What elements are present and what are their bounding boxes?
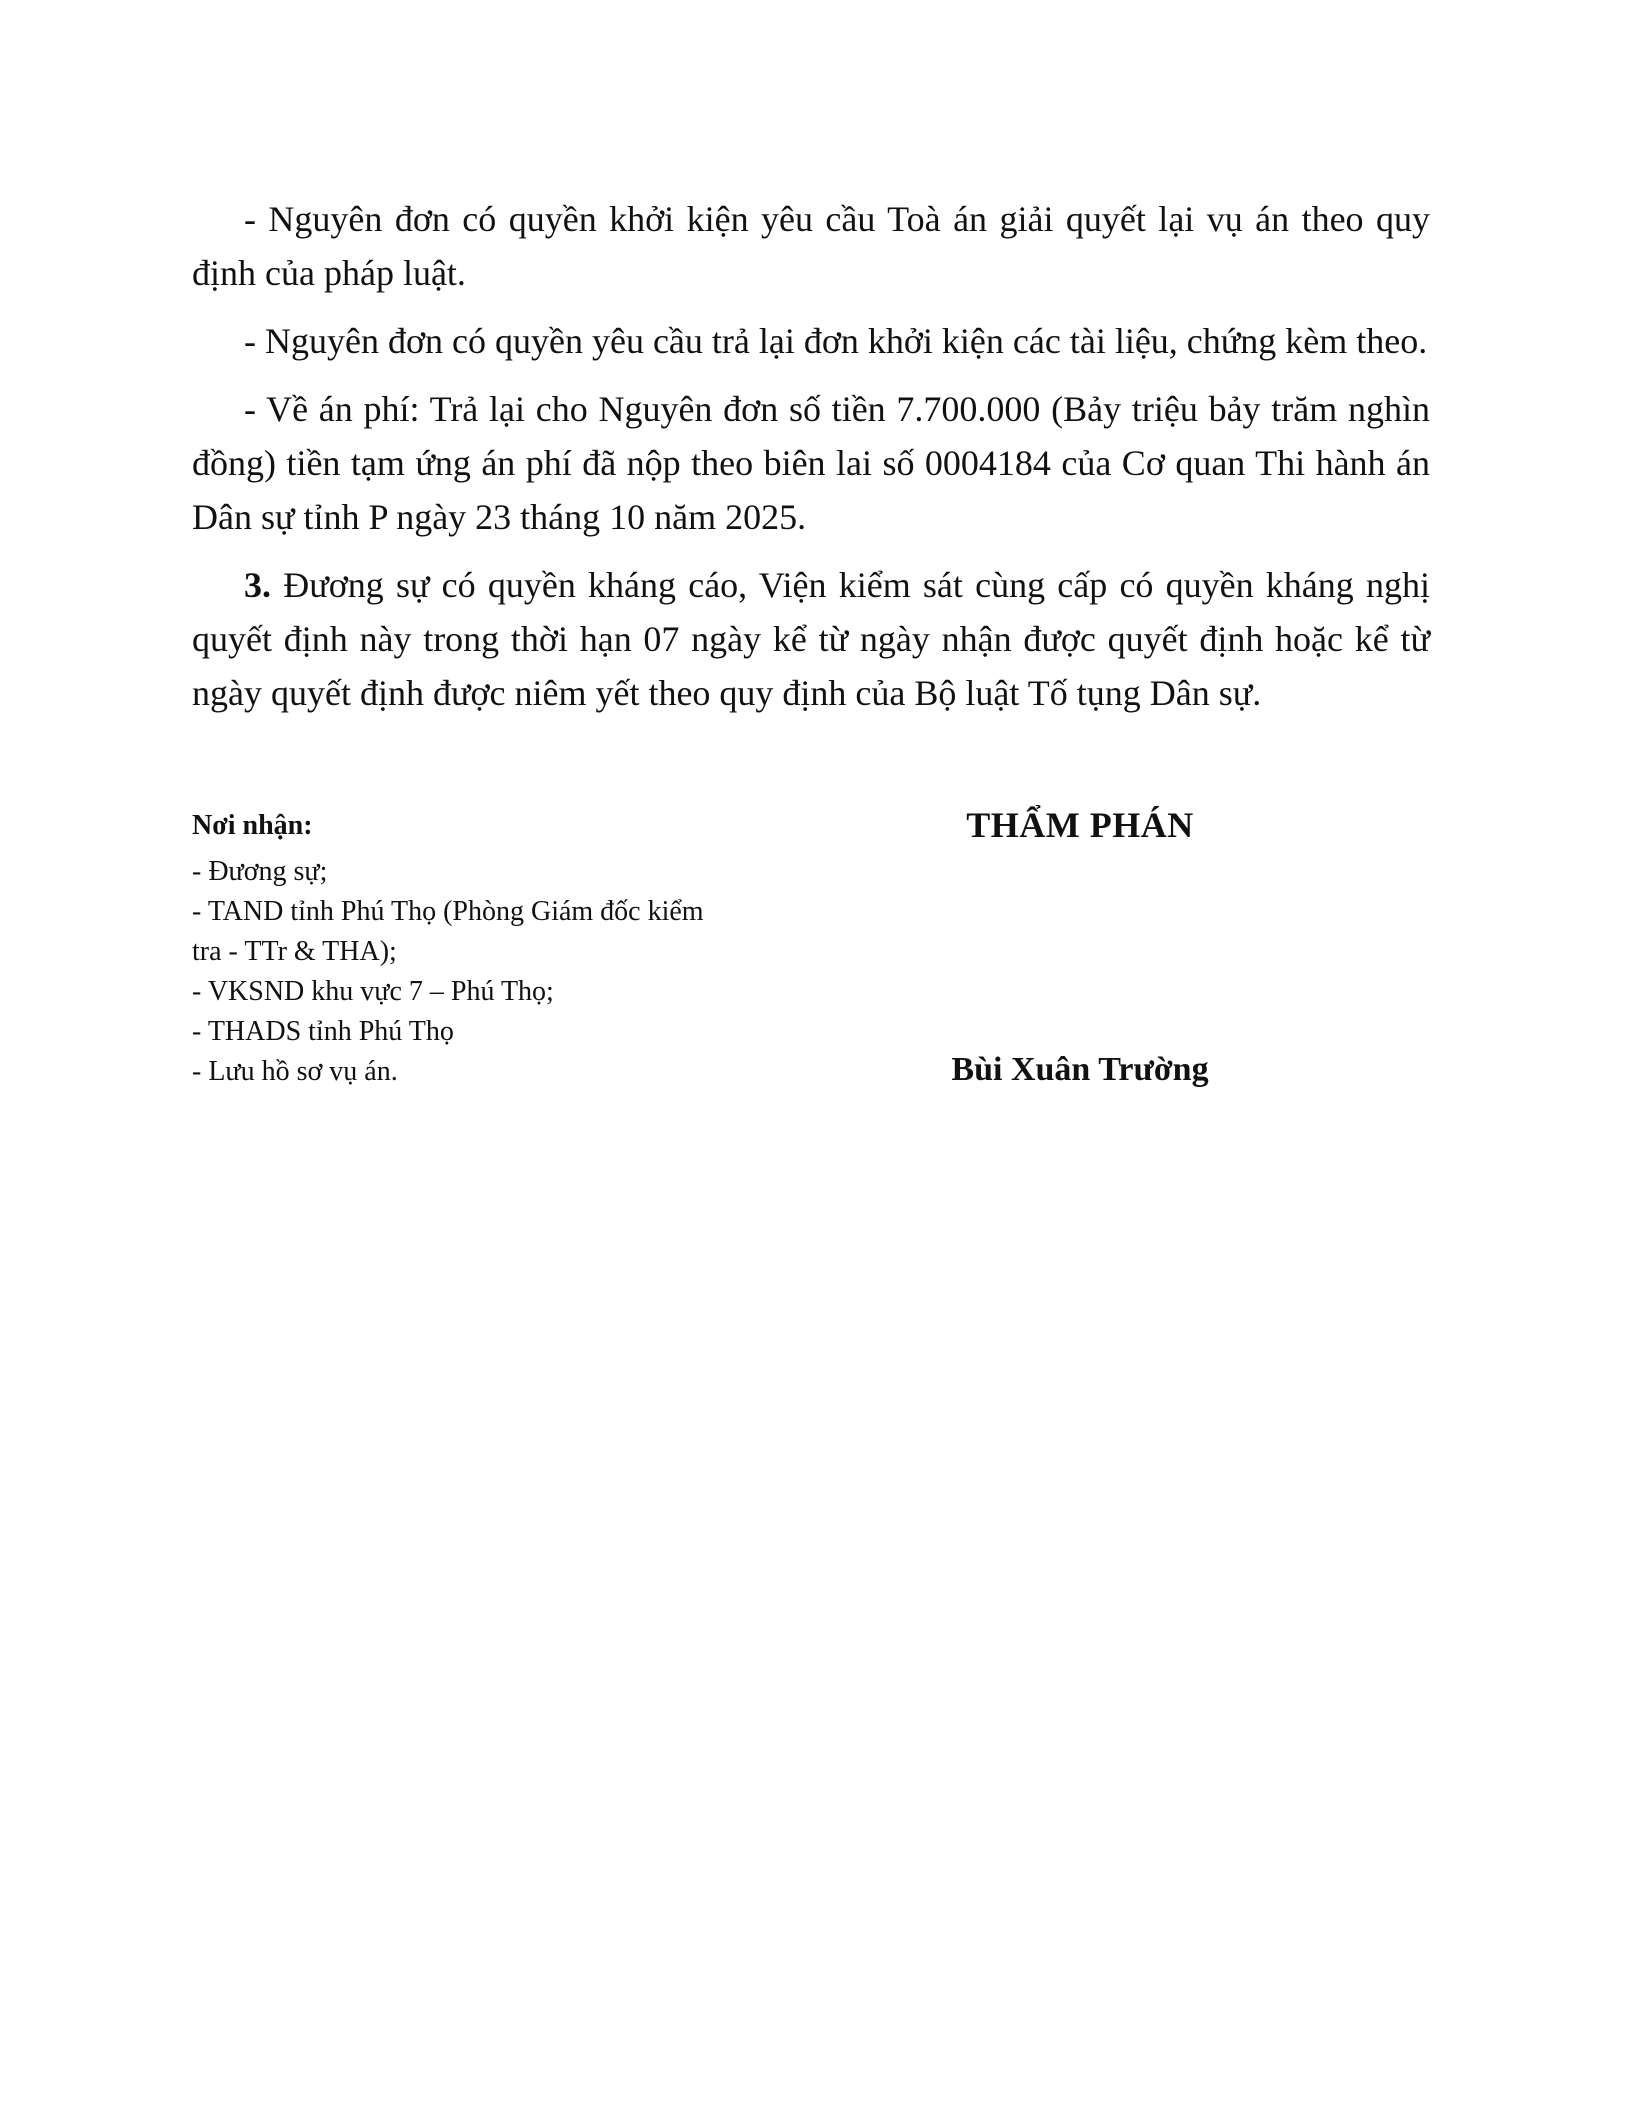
recipients-block — [192, 806, 712, 1092]
paragraph-1 — [192, 192, 1430, 300]
paragraph-3-text: - Về án phí: Trả lại cho Nguyên đơn số tiền 7.700.000 (Bảy triệu bảy trăm nghìn đồng) tiền tạm ứng án phí đã nộp theo biên lai số 0004184 của Cơ quan Thi hành án Dân sự tỉnh P ngày 23 tháng 10 năm 2025. — [192, 389, 1430, 537]
recipient-item: - TAND tỉnh Phú Thọ (Phòng Giám đốc kiểm tra - TTr & THA); — [192, 896, 704, 967]
recipients-list — [192, 852, 712, 1092]
signature-title: THẨM PHÁN — [966, 805, 1194, 845]
document-body — [192, 192, 1430, 720]
paragraph-4 — [192, 558, 1430, 720]
paragraph-1-text: - Nguyên đơn có quyền khởi kiện yêu cầu Toà án giải quyết lại vụ án theo quy định của pháp luật. — [192, 199, 1430, 293]
paragraph-4-number: 3. — [244, 565, 271, 605]
paragraph-2-text: - Nguyên đơn có quyền yêu cầu trả lại đơn khởi kiện các tài liệu, chứng kèm theo. — [244, 321, 1428, 361]
signature-name: Bùi Xuân Trường — [951, 1051, 1209, 1088]
recipient-item: - THADS tỉnh Phú Thọ — [192, 1016, 454, 1047]
recipient-item: - Lưu hồ sơ vụ án. — [192, 1056, 398, 1087]
recipient-item: - Đương sự; — [192, 856, 328, 887]
recipient-item: - VKSND khu vực 7 – Phú Thọ; — [192, 976, 554, 1007]
paragraph-2 — [192, 314, 1430, 368]
recipients-title: Nơi nhận: — [192, 810, 313, 841]
paragraph-4-text: Đương sự có quyền kháng cáo, Viện kiểm sát cùng cấp có quyền kháng nghị quyết định này trong thời hạn 07 ngày kể từ ngày nhận được quyết định hoặc kể từ ngày quyết định được niêm yết theo quy định của Bộ luật Tố tụng Dân sự. — [192, 565, 1430, 713]
paragraph-3 — [192, 382, 1430, 544]
signature-block — [860, 800, 1300, 1088]
